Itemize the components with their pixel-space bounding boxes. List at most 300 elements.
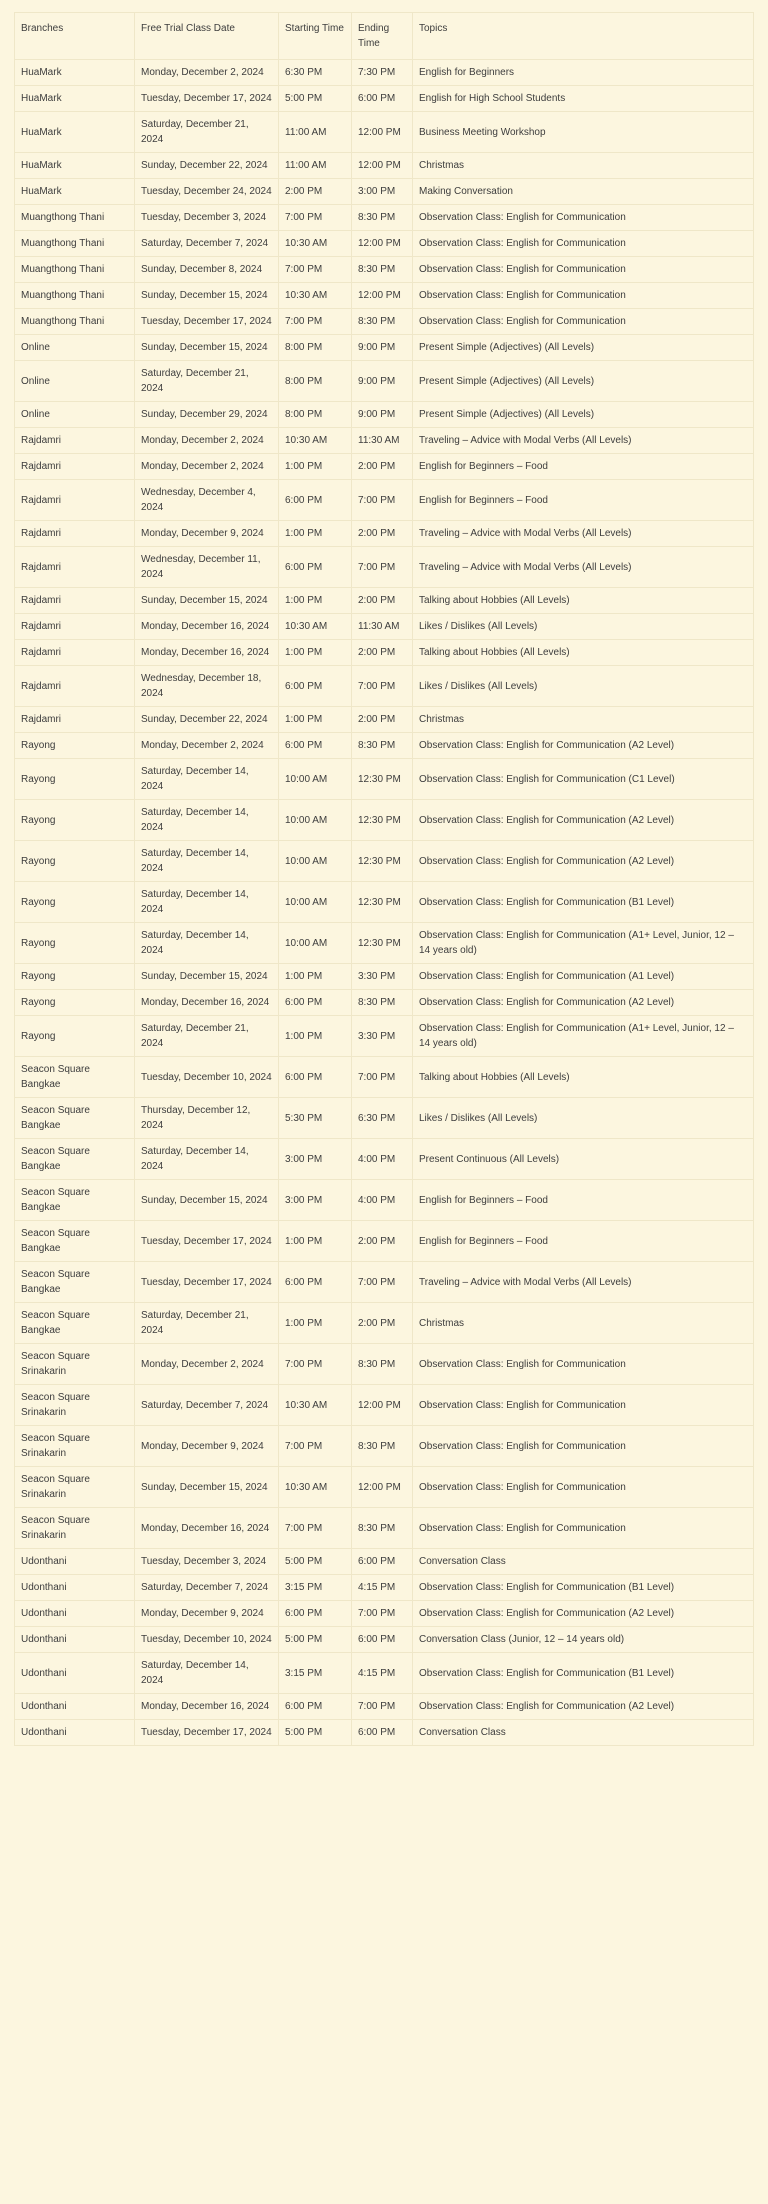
table-row [15,1549,754,1575]
cell-end-time: 11:30 AM [352,428,413,454]
cell-date: Wednesday, December 4, 2024 [135,480,279,521]
cell-end-time: 4:15 PM [352,1653,413,1694]
cell-end-time: 12:30 PM [352,759,413,800]
table-row [15,707,754,733]
table-row [15,841,754,882]
cell-end-time: 8:30 PM [352,309,413,335]
table-row [15,231,754,257]
cell-branch: Udonthani [15,1575,135,1601]
cell-topic: Observation Class: English for Communication (A2 Level) [413,1601,754,1627]
table-row [15,1720,754,1746]
table-row [15,964,754,990]
cell-topic: Observation Class: English for Communication [413,257,754,283]
cell-end-time: 8:30 PM [352,733,413,759]
cell-end-time: 8:30 PM [352,205,413,231]
cell-topic: Observation Class: English for Communication (A1 Level) [413,964,754,990]
cell-date: Sunday, December 15, 2024 [135,588,279,614]
cell-topic: Likes / Dislikes (All Levels) [413,1098,754,1139]
cell-branch: Muangthong Thani [15,231,135,257]
table-row [15,1601,754,1627]
cell-branch: Rayong [15,733,135,759]
table-row [15,1508,754,1549]
table-row [15,666,754,707]
schedule-container [14,12,753,1746]
cell-branch: Seacon Square Bangkae [15,1098,135,1139]
table-row [15,1139,754,1180]
cell-date: Monday, December 2, 2024 [135,454,279,480]
cell-date: Saturday, December 14, 2024 [135,759,279,800]
cell-branch: Udonthani [15,1627,135,1653]
table-row [15,1627,754,1653]
cell-end-time: 2:00 PM [352,707,413,733]
cell-end-time: 12:30 PM [352,800,413,841]
cell-topic: Conversation Class [413,1549,754,1575]
cell-topic: Observation Class: English for Communication [413,283,754,309]
cell-end-time: 3:00 PM [352,179,413,205]
table-row [15,882,754,923]
cell-branch: HuaMark [15,153,135,179]
cell-branch: Rajdamri [15,547,135,588]
cell-start-time: 1:00 PM [279,521,352,547]
cell-end-time: 7:00 PM [352,547,413,588]
cell-end-time: 8:30 PM [352,1344,413,1385]
table-row [15,335,754,361]
cell-branch: Seacon Square Bangkae [15,1262,135,1303]
cell-start-time: 6:00 PM [279,1262,352,1303]
cell-topic: Observation Class: English for Communication (A2 Level) [413,1694,754,1720]
cell-branch: Rayong [15,759,135,800]
cell-date: Tuesday, December 17, 2024 [135,1221,279,1262]
cell-topic: Observation Class: English for Communication [413,1344,754,1385]
cell-topic: Conversation Class (Junior, 12 – 14 years old) [413,1627,754,1653]
cell-date: Sunday, December 29, 2024 [135,402,279,428]
cell-end-time: 9:00 PM [352,335,413,361]
cell-date: Saturday, December 14, 2024 [135,1139,279,1180]
cell-end-time: 12:00 PM [352,283,413,309]
cell-start-time: 6:00 PM [279,990,352,1016]
cell-start-time: 1:00 PM [279,1016,352,1057]
cell-branch: Rayong [15,923,135,964]
cell-end-time: 9:00 PM [352,402,413,428]
table-row [15,1098,754,1139]
cell-branch: Muangthong Thani [15,309,135,335]
cell-topic: Observation Class: English for Communication (A1+ Level, Junior, 12 – 14 years old) [413,923,754,964]
free-trial-schedule-table [14,12,754,1746]
cell-end-time: 6:00 PM [352,1549,413,1575]
cell-topic: Observation Class: English for Communication (A2 Level) [413,841,754,882]
cell-topic: Observation Class: English for Communication (C1 Level) [413,759,754,800]
cell-start-time: 3:00 PM [279,1180,352,1221]
cell-date: Monday, December 2, 2024 [135,428,279,454]
cell-topic: Observation Class: English for Communication [413,231,754,257]
cell-branch: Seacon Square Bangkae [15,1180,135,1221]
cell-date: Saturday, December 14, 2024 [135,841,279,882]
cell-topic: English for Beginners – Food [413,480,754,521]
cell-branch: Rajdamri [15,521,135,547]
cell-topic: Observation Class: English for Communication (B1 Level) [413,1653,754,1694]
cell-end-time: 2:00 PM [352,1303,413,1344]
cell-start-time: 10:00 AM [279,841,352,882]
cell-branch: Seacon Square Srinakarin [15,1385,135,1426]
cell-date: Thursday, December 12, 2024 [135,1098,279,1139]
table-row [15,480,754,521]
table-row [15,1467,754,1508]
cell-topic: Observation Class: English for Communication (B1 Level) [413,882,754,923]
cell-start-time: 10:30 AM [279,231,352,257]
cell-branch: HuaMark [15,112,135,153]
cell-start-time: 10:30 AM [279,283,352,309]
cell-date: Saturday, December 14, 2024 [135,800,279,841]
cell-branch: Muangthong Thani [15,257,135,283]
cell-topic: Business Meeting Workshop [413,112,754,153]
table-row [15,1016,754,1057]
cell-topic: English for Beginners – Food [413,1180,754,1221]
cell-start-time: 10:30 AM [279,1385,352,1426]
cell-end-time: 7:00 PM [352,666,413,707]
cell-date: Monday, December 16, 2024 [135,640,279,666]
cell-topic: Talking about Hobbies (All Levels) [413,1057,754,1098]
cell-start-time: 1:00 PM [279,707,352,733]
cell-end-time: 12:30 PM [352,841,413,882]
table-row [15,1653,754,1694]
cell-end-time: 7:00 PM [352,1694,413,1720]
cell-branch: Rajdamri [15,666,135,707]
cell-start-time: 10:00 AM [279,882,352,923]
cell-date: Saturday, December 14, 2024 [135,882,279,923]
table-row [15,257,754,283]
cell-start-time: 7:00 PM [279,1426,352,1467]
cell-branch: Udonthani [15,1601,135,1627]
cell-topic: Observation Class: English for Communication [413,1426,754,1467]
table-row [15,923,754,964]
cell-date: Monday, December 2, 2024 [135,733,279,759]
cell-date: Saturday, December 21, 2024 [135,112,279,153]
cell-start-time: 6:30 PM [279,60,352,86]
cell-branch: Muangthong Thani [15,205,135,231]
cell-end-time: 7:00 PM [352,1601,413,1627]
cell-date: Saturday, December 14, 2024 [135,1653,279,1694]
cell-end-time: 3:30 PM [352,1016,413,1057]
cell-start-time: 1:00 PM [279,964,352,990]
table-body [15,60,754,1746]
cell-end-time: 12:00 PM [352,153,413,179]
cell-start-time: 10:30 AM [279,428,352,454]
cell-start-time: 6:00 PM [279,1694,352,1720]
cell-topic: Likes / Dislikes (All Levels) [413,614,754,640]
cell-date: Tuesday, December 3, 2024 [135,205,279,231]
cell-branch: HuaMark [15,179,135,205]
cell-start-time: 11:00 AM [279,112,352,153]
cell-branch: Seacon Square Bangkae [15,1139,135,1180]
cell-topic: Traveling – Advice with Modal Verbs (All Levels) [413,521,754,547]
cell-branch: Online [15,335,135,361]
header-date: Free Trial Class Date [135,13,279,60]
cell-topic: Christmas [413,707,754,733]
cell-branch: Udonthani [15,1653,135,1694]
cell-start-time: 6:00 PM [279,1057,352,1098]
header-ending-time: Ending Time [352,13,413,60]
cell-end-time: 12:00 PM [352,1467,413,1508]
cell-topic: Christmas [413,1303,754,1344]
cell-end-time: 3:30 PM [352,964,413,990]
table-row [15,521,754,547]
table-row [15,990,754,1016]
cell-topic: Present Continuous (All Levels) [413,1139,754,1180]
header-starting-time: Starting Time [279,13,352,60]
cell-date: Sunday, December 15, 2024 [135,1467,279,1508]
cell-date: Monday, December 2, 2024 [135,1344,279,1385]
cell-branch: Udonthani [15,1720,135,1746]
table-row [15,1575,754,1601]
cell-start-time: 10:00 AM [279,759,352,800]
cell-date: Saturday, December 21, 2024 [135,1016,279,1057]
cell-start-time: 1:00 PM [279,1303,352,1344]
cell-topic: English for High School Students [413,86,754,112]
cell-date: Saturday, December 7, 2024 [135,231,279,257]
cell-topic: Present Simple (Adjectives) (All Levels) [413,402,754,428]
cell-branch: Rajdamri [15,454,135,480]
cell-branch: Rajdamri [15,614,135,640]
cell-date: Wednesday, December 11, 2024 [135,547,279,588]
cell-branch: Seacon Square Bangkae [15,1221,135,1262]
cell-branch: Seacon Square Bangkae [15,1057,135,1098]
table-row [15,361,754,402]
cell-start-time: 5:30 PM [279,1098,352,1139]
cell-end-time: 4:00 PM [352,1180,413,1221]
cell-topic: Observation Class: English for Communication [413,1508,754,1549]
cell-date: Tuesday, December 17, 2024 [135,1720,279,1746]
cell-date: Monday, December 16, 2024 [135,1508,279,1549]
table-row [15,454,754,480]
cell-topic: Present Simple (Adjectives) (All Levels) [413,335,754,361]
table-row [15,428,754,454]
cell-end-time: 8:30 PM [352,1508,413,1549]
cell-end-time: 7:00 PM [352,1057,413,1098]
cell-start-time: 11:00 AM [279,153,352,179]
cell-branch: HuaMark [15,86,135,112]
cell-branch: Rajdamri [15,640,135,666]
cell-branch: Rayong [15,800,135,841]
table-row [15,547,754,588]
cell-start-time: 6:00 PM [279,480,352,521]
cell-branch: Udonthani [15,1694,135,1720]
cell-end-time: 12:30 PM [352,882,413,923]
cell-date: Monday, December 9, 2024 [135,521,279,547]
cell-start-time: 6:00 PM [279,547,352,588]
cell-date: Monday, December 16, 2024 [135,614,279,640]
cell-date: Sunday, December 15, 2024 [135,335,279,361]
cell-start-time: 7:00 PM [279,1344,352,1385]
table-row [15,283,754,309]
cell-end-time: 4:15 PM [352,1575,413,1601]
table-row [15,1303,754,1344]
cell-date: Sunday, December 15, 2024 [135,964,279,990]
cell-date: Sunday, December 22, 2024 [135,153,279,179]
cell-date: Monday, December 9, 2024 [135,1601,279,1627]
cell-end-time: 7:00 PM [352,1262,413,1303]
cell-topic: Observation Class: English for Communication (A2 Level) [413,990,754,1016]
cell-start-time: 10:00 AM [279,800,352,841]
cell-topic: English for Beginners [413,60,754,86]
cell-date: Monday, December 16, 2024 [135,1694,279,1720]
cell-start-time: 3:15 PM [279,1575,352,1601]
cell-date: Wednesday, December 18, 2024 [135,666,279,707]
cell-end-time: 8:30 PM [352,1426,413,1467]
table-row [15,1426,754,1467]
cell-topic: Observation Class: English for Communication [413,205,754,231]
cell-start-time: 8:00 PM [279,361,352,402]
cell-start-time: 2:00 PM [279,179,352,205]
cell-start-time: 8:00 PM [279,335,352,361]
cell-end-time: 2:00 PM [352,454,413,480]
cell-start-time: 8:00 PM [279,402,352,428]
cell-start-time: 5:00 PM [279,86,352,112]
cell-end-time: 9:00 PM [352,361,413,402]
table-row [15,60,754,86]
cell-start-time: 1:00 PM [279,588,352,614]
cell-start-time: 3:00 PM [279,1139,352,1180]
header-branches: Branches [15,13,135,60]
cell-end-time: 6:00 PM [352,1720,413,1746]
cell-branch: HuaMark [15,60,135,86]
cell-branch: Seacon Square Srinakarin [15,1508,135,1549]
cell-end-time: 12:00 PM [352,1385,413,1426]
cell-topic: Observation Class: English for Communication [413,1467,754,1508]
cell-start-time: 10:30 AM [279,614,352,640]
cell-topic: Observation Class: English for Communication (B1 Level) [413,1575,754,1601]
cell-branch: Rajdamri [15,428,135,454]
cell-date: Saturday, December 21, 2024 [135,1303,279,1344]
table-row [15,759,754,800]
cell-start-time: 5:00 PM [279,1720,352,1746]
table-row [15,614,754,640]
table-row [15,733,754,759]
header-topics: Topics [413,13,754,60]
cell-start-time: 6:00 PM [279,733,352,759]
cell-end-time: 2:00 PM [352,588,413,614]
cell-date: Monday, December 2, 2024 [135,60,279,86]
cell-start-time: 7:00 PM [279,205,352,231]
cell-topic: English for Beginners – Food [413,1221,754,1262]
cell-start-time: 5:00 PM [279,1549,352,1575]
cell-start-time: 1:00 PM [279,1221,352,1262]
cell-branch: Rayong [15,1016,135,1057]
cell-start-time: 1:00 PM [279,640,352,666]
cell-start-time: 3:15 PM [279,1653,352,1694]
cell-end-time: 6:00 PM [352,1627,413,1653]
table-row [15,402,754,428]
cell-start-time: 7:00 PM [279,309,352,335]
cell-end-time: 8:30 PM [352,257,413,283]
cell-topic: Conversation Class [413,1720,754,1746]
cell-date: Saturday, December 7, 2024 [135,1575,279,1601]
cell-start-time: 5:00 PM [279,1627,352,1653]
cell-end-time: 4:00 PM [352,1139,413,1180]
cell-start-time: 1:00 PM [279,454,352,480]
cell-topic: Present Simple (Adjectives) (All Levels) [413,361,754,402]
cell-branch: Muangthong Thani [15,283,135,309]
table-row [15,1344,754,1385]
cell-date: Tuesday, December 17, 2024 [135,86,279,112]
cell-topic: Likes / Dislikes (All Levels) [413,666,754,707]
table-row [15,1180,754,1221]
cell-topic: Talking about Hobbies (All Levels) [413,588,754,614]
table-row [15,153,754,179]
table-row [15,588,754,614]
cell-start-time: 10:00 AM [279,923,352,964]
cell-topic: Talking about Hobbies (All Levels) [413,640,754,666]
table-row [15,112,754,153]
table-row [15,1057,754,1098]
cell-topic: Traveling – Advice with Modal Verbs (All Levels) [413,428,754,454]
cell-topic: Traveling – Advice with Modal Verbs (All Levels) [413,1262,754,1303]
cell-topic: Making Conversation [413,179,754,205]
cell-end-time: 7:30 PM [352,60,413,86]
cell-date: Tuesday, December 17, 2024 [135,1262,279,1303]
cell-date: Sunday, December 15, 2024 [135,1180,279,1221]
cell-end-time: 11:30 AM [352,614,413,640]
table-row [15,1694,754,1720]
cell-date: Tuesday, December 24, 2024 [135,179,279,205]
table-row [15,1221,754,1262]
cell-end-time: 12:30 PM [352,923,413,964]
table-row [15,179,754,205]
cell-topic: Observation Class: English for Communication [413,1385,754,1426]
cell-branch: Seacon Square Srinakarin [15,1426,135,1467]
cell-topic: English for Beginners – Food [413,454,754,480]
header-row [15,13,754,60]
cell-branch: Udonthani [15,1549,135,1575]
cell-date: Sunday, December 8, 2024 [135,257,279,283]
cell-branch: Rajdamri [15,480,135,521]
cell-date: Tuesday, December 10, 2024 [135,1627,279,1653]
cell-topic: Observation Class: English for Communication (A2 Level) [413,733,754,759]
table-row [15,800,754,841]
cell-topic: Observation Class: English for Communication [413,309,754,335]
cell-date: Monday, December 16, 2024 [135,990,279,1016]
table-row [15,1262,754,1303]
cell-end-time: 8:30 PM [352,990,413,1016]
cell-end-time: 12:00 PM [352,231,413,257]
cell-date: Sunday, December 22, 2024 [135,707,279,733]
cell-start-time: 7:00 PM [279,1508,352,1549]
cell-end-time: 7:00 PM [352,480,413,521]
cell-date: Tuesday, December 10, 2024 [135,1057,279,1098]
cell-topic: Observation Class: English for Communication (A1+ Level, Junior, 12 – 14 years old) [413,1016,754,1057]
cell-branch: Seacon Square Bangkae [15,1303,135,1344]
cell-date: Saturday, December 21, 2024 [135,361,279,402]
cell-date: Saturday, December 14, 2024 [135,923,279,964]
cell-end-time: 2:00 PM [352,521,413,547]
cell-branch: Seacon Square Srinakarin [15,1467,135,1508]
cell-branch: Rayong [15,882,135,923]
table-row [15,1385,754,1426]
cell-start-time: 6:00 PM [279,1601,352,1627]
cell-end-time: 2:00 PM [352,1221,413,1262]
cell-topic: Traveling – Advice with Modal Verbs (All Levels) [413,547,754,588]
cell-end-time: 6:00 PM [352,86,413,112]
cell-branch: Online [15,402,135,428]
cell-end-time: 2:00 PM [352,640,413,666]
cell-end-time: 12:00 PM [352,112,413,153]
cell-branch: Rayong [15,841,135,882]
cell-topic: Christmas [413,153,754,179]
cell-start-time: 6:00 PM [279,666,352,707]
cell-date: Monday, December 9, 2024 [135,1426,279,1467]
table-row [15,205,754,231]
cell-date: Tuesday, December 17, 2024 [135,309,279,335]
cell-branch: Rayong [15,964,135,990]
